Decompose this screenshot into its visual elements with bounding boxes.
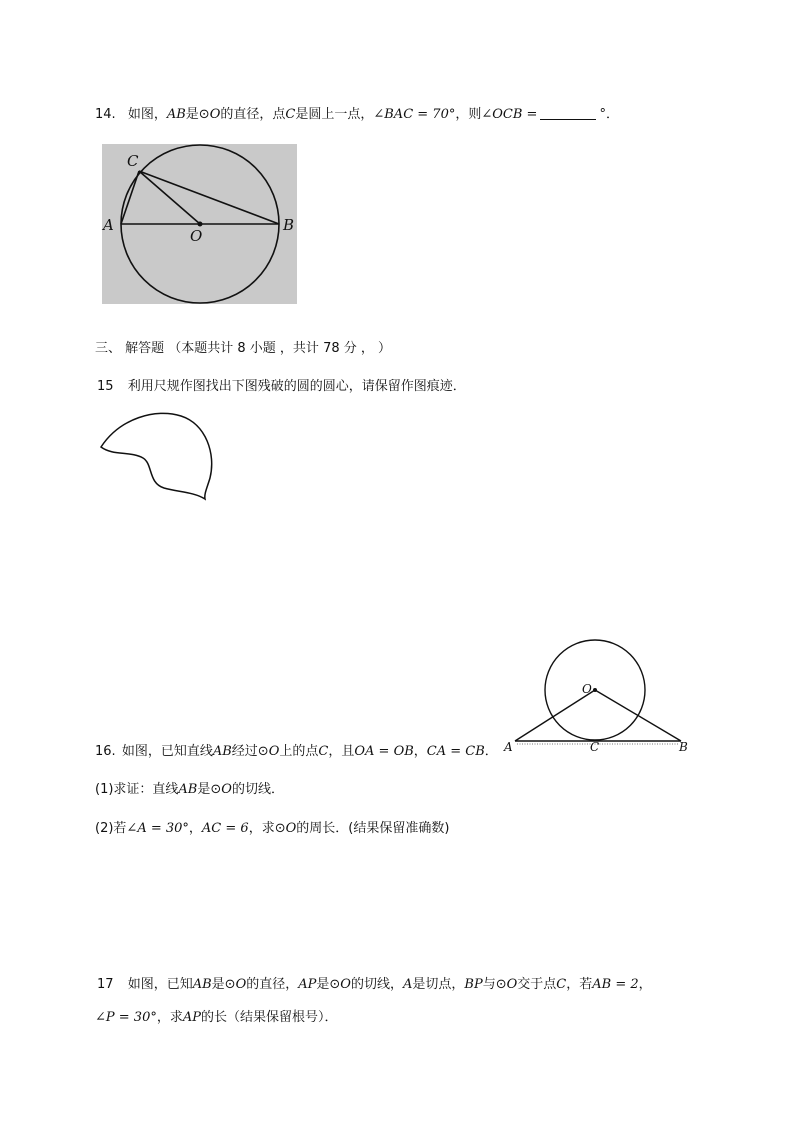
q15-figure-broken-circle bbox=[98, 412, 218, 504]
q14-label-o: O bbox=[190, 227, 203, 245]
q15-shape bbox=[101, 413, 212, 499]
q16-center-dot bbox=[593, 688, 597, 692]
q16-label-c: C bbox=[590, 740, 600, 754]
q14-answer-blank[interactable] bbox=[540, 107, 596, 120]
q14-figure bbox=[102, 144, 297, 304]
q14-label-b: B bbox=[283, 216, 295, 234]
q16-part1: (1)求证：直线AB是⊙O的切线． bbox=[95, 782, 284, 797]
q16-label-o: O bbox=[582, 682, 592, 696]
q16-segment-oa bbox=[515, 690, 595, 741]
q16-text: 16. 如图，已知直线AB经过⊙O上的点C，且OA = OB，CA = CB． bbox=[95, 744, 498, 759]
q15-text: 15 利用尺规作图找出下图残破的圆的圆心，请保留作图痕迹． bbox=[97, 379, 466, 394]
q16-label-a: A bbox=[504, 740, 513, 754]
q14-label-a: A bbox=[103, 216, 114, 234]
q14-label-c: C bbox=[127, 152, 139, 170]
q17-text: 17 如图，已知AB是⊙O的直径，AP是⊙O的切线，A是切点，BP与⊙O交于点C，若AB = 2， bbox=[97, 977, 652, 992]
q14-number: 14. bbox=[95, 107, 116, 122]
section3-title: 三、 解答题 （本题共计 8 小题 ，共计 78 分 ， ） bbox=[95, 341, 392, 356]
q16-segment-ob bbox=[595, 690, 681, 741]
q16-part2: (2)若∠A = 30°，AC = 6，求⊙O的周长．(结果保留准确数) bbox=[95, 821, 450, 836]
q17-number: 17 bbox=[97, 977, 114, 992]
q15-number: 15 bbox=[97, 379, 114, 394]
q14-text: 14. 如图，AB是⊙O的直径，点C是圆上一点，∠BAC = 70°，则∠OCB = °． bbox=[95, 107, 619, 122]
q17-line2: ∠P = 30°，求AP的长（结果保留根号）． bbox=[95, 1010, 338, 1025]
q16-number: 16. bbox=[95, 744, 116, 759]
q16-label-b: B bbox=[679, 740, 688, 754]
q16-figure bbox=[503, 635, 693, 755]
q14-center-dot bbox=[198, 222, 203, 227]
